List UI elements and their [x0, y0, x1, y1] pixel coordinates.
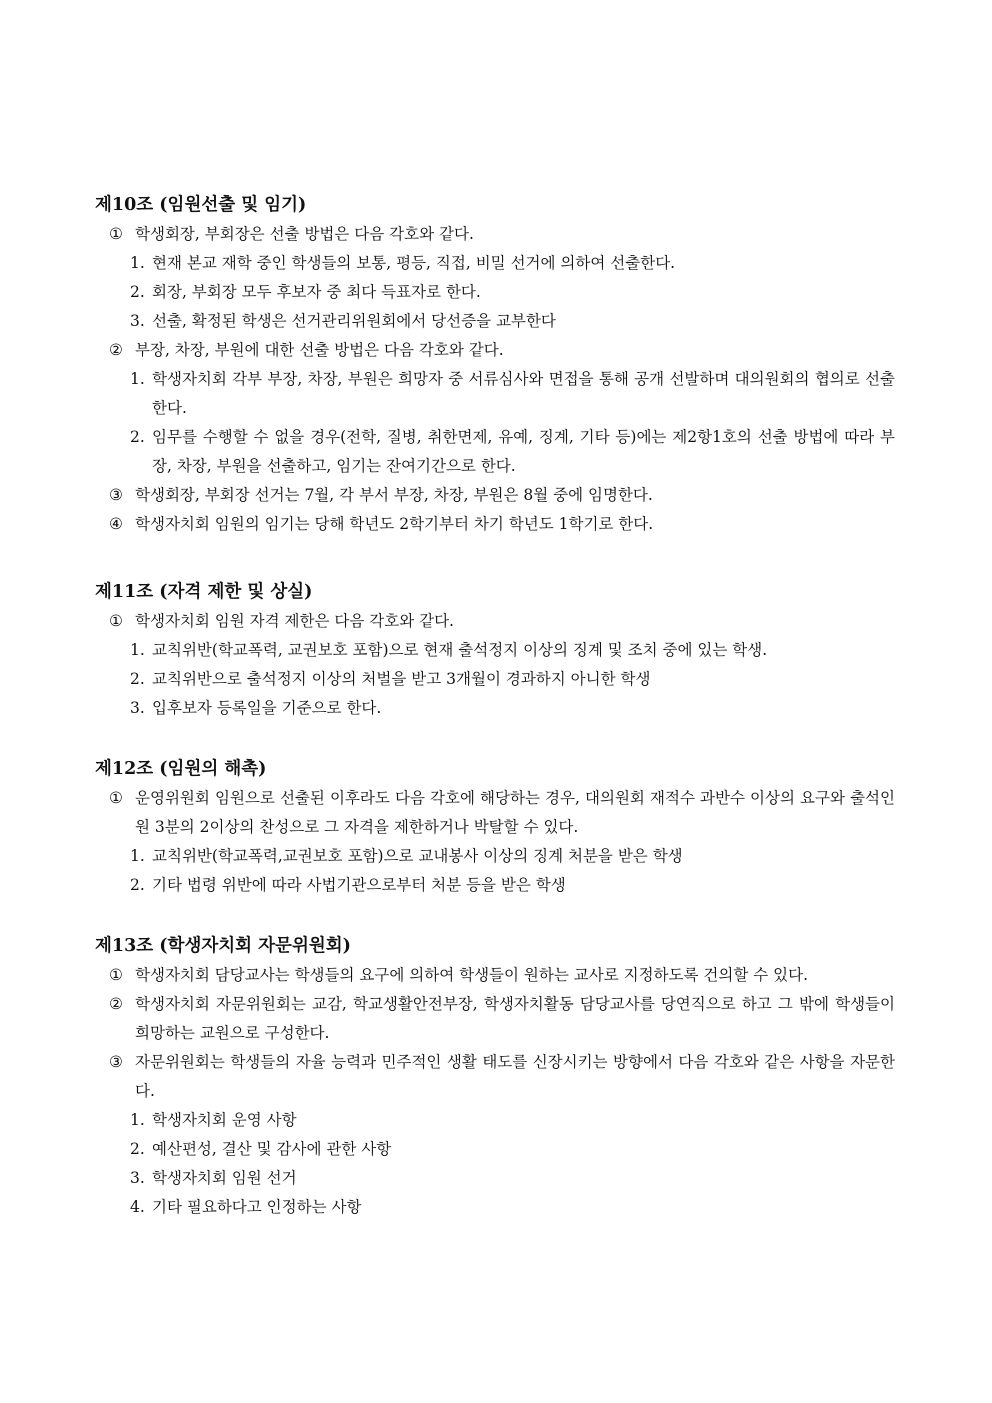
item-line: [95, 871, 895, 900]
item-line: [95, 365, 895, 423]
item-line: [95, 307, 895, 336]
clause-marker: ②: [109, 995, 123, 1013]
clause-line: [95, 336, 895, 365]
item-text: 기타 법령 위반에 따라 사법기관으로부터 처분 등을 받은 학생: [152, 876, 566, 894]
clause-line: [95, 220, 895, 249]
item-line: [95, 1106, 895, 1135]
article-12: [95, 754, 895, 900]
article-heading: 제10조 (임원선출 및 임기): [95, 195, 307, 215]
clause-marker: ③: [109, 486, 123, 504]
clause-marker: ①: [109, 966, 123, 984]
article-heading: 제12조 (임원의 해촉): [95, 759, 267, 779]
clause-line: [95, 481, 895, 510]
clause-marker: ②: [109, 341, 123, 359]
clause-marker: ③: [109, 1053, 123, 1071]
clause-text: 자문위원회는 학생들의 자율 능력과 민주적인 생활 태도를 신장시키는 방향에서 다음 각호와 같은 사항을 자문한다.: [135, 1053, 895, 1100]
item-text: 임무를 수행할 수 없을 경우(전학, 질병, 취한면제, 유예, 징계, 기타 등)에는 제2항1호의 선출 방법에 따라 부장, 차장, 부원을 선출하고, 임기는 잔여기간으로 한다.: [152, 428, 895, 475]
item-text: 입후보자 등록일을 기준으로 한다.: [152, 699, 382, 717]
article-13: [95, 931, 895, 1222]
item-line: [95, 249, 895, 278]
clause-text: 학생자치회 임원의 임기는 당해 학년도 2학기부터 차기 학년도 1학기로 한다.: [135, 515, 654, 533]
item-number: 3.: [130, 699, 145, 717]
article-heading: 제11조 (자격 제한 및 상실): [95, 582, 313, 602]
clause-line: [95, 1048, 895, 1106]
clause-marker: ①: [109, 789, 123, 807]
clause-line: [95, 961, 895, 990]
item-text: 예산편성, 결산 및 감사에 관한 사항: [152, 1140, 392, 1158]
clause-line: [95, 607, 895, 636]
item-number: 3.: [130, 312, 145, 330]
item-text: 학생자치회 각부 부장, 차장, 부원은 희망자 중 서류심사와 면접을 통해 공개 선발하며 대의원회의 협의로 선출한다.: [152, 370, 895, 417]
item-text: 기타 필요하다고 인정하는 사항: [152, 1198, 362, 1216]
clause-text: 학생회장, 부회장 선거는 7월, 각 부서 부장, 차장, 부원은 8월 중에 임명한다.: [135, 486, 653, 504]
clause-text: 학생회장, 부회장은 선출 방법은 다음 각호와 같다.: [135, 225, 474, 243]
item-number: 2.: [130, 876, 145, 894]
item-text: 학생자치회 운영 사항: [152, 1111, 297, 1129]
item-number: 1.: [130, 847, 145, 865]
clause-line: [95, 990, 895, 1048]
item-number: 2.: [130, 1140, 145, 1158]
item-number: 1.: [130, 641, 145, 659]
clause-text: 운영위원회 임원으로 선출된 이후라도 다음 각호에 해당하는 경우, 대의원회 재적수 과반수 이상의 요구와 출석인원 3분의 2이상의 찬성으로 그 자격을 제한하거나 박탈할 수 있다.: [135, 789, 895, 836]
item-line: [95, 636, 895, 665]
item-number: 4.: [130, 1198, 145, 1216]
article-10: [95, 190, 895, 539]
item-text: 현재 본교 재학 중인 학생들의 보통, 평등, 직접, 비밀 선거에 의하여 선출한다.: [152, 254, 676, 272]
item-line: [95, 423, 895, 481]
item-text: 회장, 부회장 모두 후보자 중 최다 득표자로 한다.: [152, 283, 481, 301]
clause-text: 학생자치회 담당교사는 학생들의 요구에 의하여 학생들이 원하는 교사로 지정하도록 건의할 수 있다.: [135, 966, 809, 984]
item-text: 선출, 확정된 학생은 선거관리위원회에서 당선증을 교부한다: [152, 312, 556, 330]
article-heading: 제13조 (학생자치회 자문위원회): [95, 936, 351, 956]
item-text: 학생자치회 임원 선거: [152, 1169, 297, 1187]
item-line: [95, 842, 895, 871]
item-line: [95, 1135, 895, 1164]
clause-line: [95, 784, 895, 842]
item-line: [95, 278, 895, 307]
article-11: [95, 577, 895, 723]
item-text: 교칙위반(학교폭력, 교권보호 포함)으로 현재 출석정지 이상의 징계 및 조치 중에 있는 학생.: [152, 641, 768, 659]
item-number: 2.: [130, 670, 145, 688]
item-number: 1.: [130, 254, 145, 272]
item-number: 2.: [130, 428, 145, 446]
item-line: [95, 1164, 895, 1193]
item-line: [95, 665, 895, 694]
clause-line: [95, 510, 895, 539]
clause-marker: ④: [109, 515, 123, 533]
item-text: 교칙위반으로 출석정지 이상의 처벌을 받고 3개월이 경과하지 아니한 학생: [152, 670, 651, 688]
clause-text: 부장, 차장, 부원에 대한 선출 방법은 다음 각호와 같다.: [135, 341, 504, 359]
item-text: 교칙위반(학교폭력,교권보호 포함)으로 교내봉사 이상의 징계 처분을 받은 학생: [152, 847, 683, 865]
clause-text: 학생자치회 임원 자격 제한은 다음 각호와 같다.: [135, 612, 454, 630]
item-number: 1.: [130, 370, 145, 388]
item-number: 1.: [130, 1111, 145, 1129]
clause-marker: ①: [109, 612, 123, 630]
item-line: [95, 694, 895, 723]
clause-text: 학생자치회 자문위원회는 교감, 학교생활안전부장, 학생자치활동 담당교사를 당연직으로 하고 그 밖에 학생들이 희망하는 교원으로 구성한다.: [135, 995, 895, 1042]
item-line: [95, 1193, 895, 1222]
item-number: 2.: [130, 283, 145, 301]
clause-marker: ①: [109, 225, 123, 243]
item-number: 3.: [130, 1169, 145, 1187]
